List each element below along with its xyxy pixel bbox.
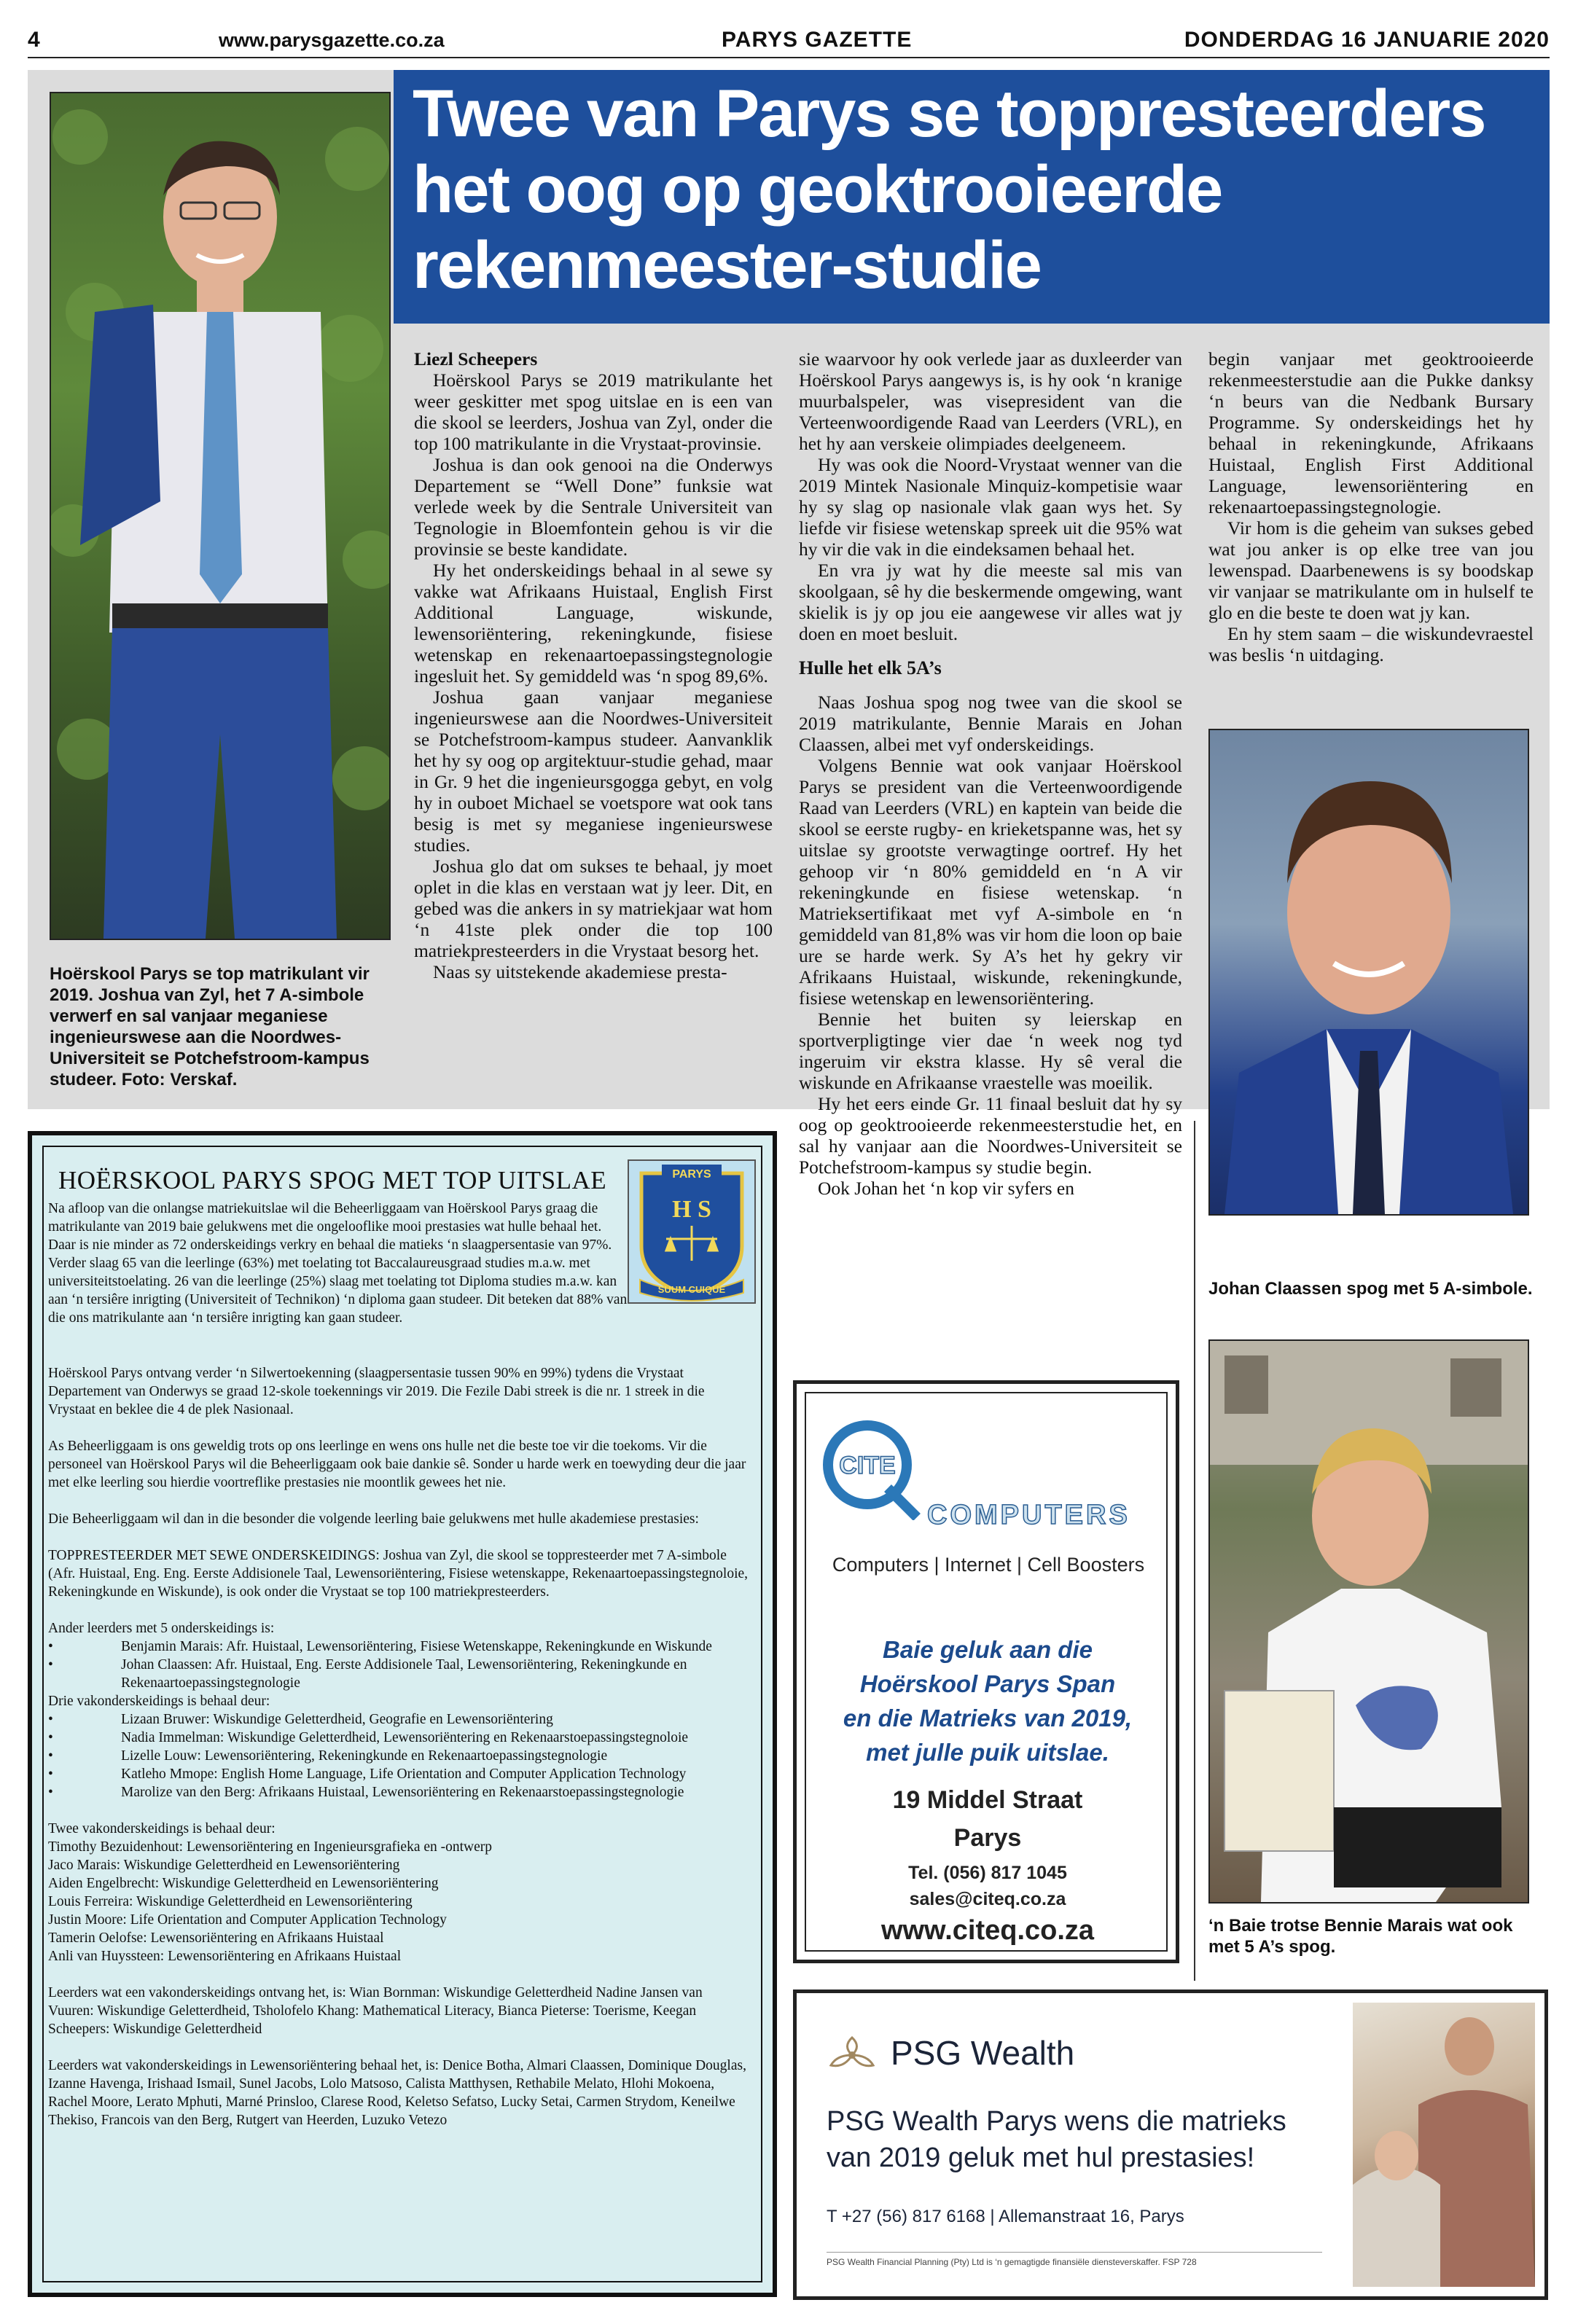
psg-message	[827, 2103, 1337, 2176]
byline: Liezl Scheepers	[414, 348, 538, 369]
citeq-logo-text: CITE	[839, 1452, 896, 1479]
paragraph: Volgens Bennie wat ook vanjaar Hoërskool Parys se president van die Verteenwoordigende Raad van Leerders (VRL) en kaptein van beide die skool se eerste rugby- en krieketspanne was, het sy uitslae sy grootste verwagtinge oortref. Hy het gehoop vir ‘n 80% gemiddeld en ‘n A vir rekeningkunde en fisiese wetenskap. ‘n Matrieksertifikaat met vyf A-simbole en ‘n gemiddeld van 81,8% was vir hom die loon op baie ure se harde werk. Sy A’s het hy gekry vir Afrikaans Huistaal, wiskunde, rekeningkunde, fisiese wetenskap en lewensoriëntering.	[799, 755, 1182, 1009]
school-paragraph-1: Na afloop van die onlangse matriekuitslae wil die Beheerliggaam van Hoërskool Parys graag die matrikulante van 2019 baie gelukwens met die ongelooflike mooi prestasies wat hulle behaal het. Daar is nie minder as 72 onderskeidings verkry en behaal die matieks ‘n slaagpersentasie van 97%. Verder slaag 65 van die leerlinge (63%) met toelating tot Baccalaureusgraad studies m.a.w. met universiteitstoelating. 26 van die leerlinge (25%) slaag met toelating tot Diploma studies m.a.w. kan aan ‘n tersiêre inrigting (Universiteit of Technikon) ‘n diploma gaan studeer. Dit beteken dat 88% van die ons matrikulante aan ‘n tersiêre inrigting kan gaan studeer.	[48, 1201, 628, 1326]
headline-line-1: Twee van Parys se toppresteerders	[413, 77, 1485, 151]
list-item: • Katleho Mmope: English Home Language, Life Orientation and Computer Application Technology	[48, 1765, 749, 1783]
citeq-town: Parys	[953, 1824, 1022, 1852]
caption-bennie: ‘n Baie trotse Bennie Marais wat ook met 5 A’s spog.	[1208, 1916, 1513, 1957]
psg-message-line: PSG Wealth Parys wens die matrieks	[827, 2106, 1286, 2137]
masthead: PARYS GAZETTE	[722, 28, 913, 52]
citeq-message-line: Baie geluk aan die	[883, 1636, 1093, 1663]
list-item: • Nadia Immelman: Wiskundige Geletterdheid, Lewensoriëntering en Rekenaarstoepassingstegnoloie	[48, 1729, 749, 1747]
citeq-services: Computers | Internet | Cell Boosters	[832, 1554, 1145, 1576]
paragraph: Vir hom is die geheim van sukses gebed wat jou anker is op elke tree van jou lewenspad. Daarbenewens is sy boodskap vir vanjaar se matrikulante om in hulself te glo en die beste te doen wat jy kan.	[1208, 517, 1534, 623]
citeq-message-line: Hoërskool Parys Span	[859, 1670, 1116, 1697]
paragraph: Ook Johan het ‘n kop vir syfers en	[818, 1178, 1074, 1199]
article-column-2	[799, 348, 1182, 1199]
subheading: Hulle het elk 5A’s	[799, 657, 942, 678]
citeq-email[interactable]: sales@citeq.co.za	[909, 1889, 1066, 1909]
citeq-q-icon	[815, 1418, 924, 1520]
psg-logo	[827, 2033, 878, 2077]
citeq-website[interactable]: www.citeq.co.za	[880, 1915, 1095, 1946]
psg-message-line: van 2019 geluk met hul prestasies!	[827, 2143, 1255, 2173]
photo-joshua	[50, 92, 391, 940]
citeq-message-line: met julle puik uitslae.	[866, 1739, 1109, 1766]
paragraph: Hy het eers einde Gr. 11 finaal besluit dat hy sy oog op geoktrooieerde rekenmeesterstudie het, en sal hy vanjaar aan die Noordwes-Universiteit se Potchefstroom-kampus sy studie begin.	[799, 1093, 1182, 1178]
paragraph: Hy was ook die Noord-Vrystaat wenner van die 2019 Mintek Nasionale Minquiz-kompetisie waar hy sy slag op nasionale vlak gaan wys het. Sy liefde vir fisiese wetenskap spreek uit die 95% wat hy vir die vak in die eindeksamen behaal het.	[799, 454, 1182, 560]
photo-bennie	[1208, 1339, 1529, 1904]
paragraph: Joshua is dan ook genooi na die Onderwys Departement se “Well Done” funksie wat verlede week by die Sentrale Universiteit van Tegnologie in Bloemfontein gehou is vir die provinsie se beste kandidate.	[414, 454, 773, 560]
school-crest	[627, 1159, 757, 1304]
list-item: • Marolize van den Berg: Afrikaans Huistaal, Lewensoriëntering en Rekenaarstoepassingstegnologie	[48, 1783, 749, 1801]
paragraph: Joshua glo dat om sukses te behaal, jy moet oplet in die klas en verstaan wat jy leer. Dit, en gebed was die ankers in sy matriekjaar wat hom ‘n 41ste plek onder die top 100 matriekpresteerders in die Vrystaat besorg het.	[414, 856, 773, 961]
list-item: Jaco Marais: Wiskundige Geletterdheid en Lewensoriëntering	[48, 1858, 400, 1873]
paragraph: Naas Joshua spog nog twee van die skool se 2019 matrikulante, Bennie Marais en Johan Claassen, albei met vyf onderskeidings.	[799, 692, 1182, 755]
one-distinction-paragraph: Leerders wat een vakonderskeidings ontvang het, is: Wian Bornman: Wiskundige Geletterdheid Nadine Jansen van Vuuren: Wiskundige Geletterdheid, Tsholofelo Khang: Mathematical Literacy, Bianca Pieterse: Toerisme, Keegan Scheepers: Wiskundige Geletterdheid	[48, 1985, 703, 2037]
list-item: • Benjamin Marais: Afr. Huistaal, Lewensoriëntering, Fisiese Wetenskappe, Rekeningkunde en Wiskunde	[48, 1638, 749, 1656]
paragraph: En vra jy wat hy die meeste sal mis van skoolgaan, sê hy die beskermende omgewing, want skielik is jy op jou eie aangewese vir alles wat jy doen en moet besluit.	[799, 560, 1182, 644]
column-divider	[1194, 1121, 1195, 1981]
list-item: Aiden Engelbrecht: Wiskundige Geletterdheid en Lewensoriëntering	[48, 1876, 439, 1891]
school-box-title: HOËRSKOOL PARYS SPOG MET TOP UITSLAE	[58, 1166, 607, 1194]
person-illustration	[1210, 730, 1528, 1214]
citeq-brand: COMPUTERS	[927, 1500, 1130, 1530]
paragraph: sie waarvoor hy ook verlede jaar as duxleerder van Hoërskool Parys aangewys is, is hy ook ‘n kranige muurbalspeler, was visepresident van die Verteenwoordigende Raad van Leerders (VRL), en het hy aan verskeie olimpiades deelgeneem.	[799, 348, 1182, 454]
list-item: • Lizelle Louw: Lewensoriëntering, Rekeningkunde en Rekenaartoepassingstegnologie	[48, 1747, 749, 1765]
paragraph: En hy stem saam – die wiskundevraestel was beslis ‘n uitdaging.	[1208, 623, 1534, 665]
psg-contact: T +27 (56) 817 6168 | Allemanstraat 16, Parys	[827, 2207, 1184, 2226]
list-item: Timothy Bezuidenhout: Lewensoriëntering en Ingenieursgrafieka en -ontwerp	[48, 1839, 493, 1855]
paragraph: begin vanjaar met geoktrooieerde rekenmeesterstudie aan die Pukke danksy ‘n beurs van die Nedbank Bursary Programme. Sy onderskeidings het hy behaal in rekeningkunde, Afrikaans Huistaal, English First Additional Language, lewensoriëntering en rekenaartoepassingstegnologie.	[1208, 348, 1534, 517]
crest-motto: SUUM CUIQUE	[657, 1284, 726, 1295]
article-column-3	[1208, 348, 1534, 665]
list-item: Tamerin Oelofse: Lewensoriëntering en Afrikaans Huistaal	[48, 1930, 384, 1946]
paragraph: Joshua gaan vanjaar meganiese ingenieurswese aan die Noordwes-Universiteit se Potchefstroom-kampus studeer. Aanvanklik het hy sy oog op argitektuur-studie gehad, maar in Gr. 9 het die ingenieursgogga gebyt, en volg hy in ouboet Michael se voetspore wat ook tans besig is met sy meganiese ingenieurswese studies.	[414, 686, 773, 856]
crest-icon	[627, 1159, 757, 1304]
lo-distinction-paragraph: Leerders wat vakonderskeidings in Lewensoriëntering behaal het, is: Denice Botha, Almari Claassen, Dominique Douglas, Izanne Havenga, Irishaad Ismail, Sunel Jacobs, Lolo Matsoso, Calista Matthysen, Rethabile Melato, Hlohi Mokoena, Rachel Moore, Lerato Mphuti, Marné Prinsloo, Clarese Rood, Keletso Sefatso, Lucky Setai, Carmen Strydom, Keneilwe Thekiso, Francois van den Berg, Rutgert van Heerden, Luzuko Vetezo	[48, 2058, 746, 2128]
person-illustration	[51, 93, 389, 939]
photo-johan	[1208, 729, 1529, 1216]
crest-letters: H S	[672, 1196, 711, 1223]
school-paragraph-3: As Beheerliggaam is ons geweldig trots op ons leerlinge en wens ons hulle net die beste toe vir die toekoms. Vir die personeel van Hoërskool Parys wil die Beheerliggaam ook baie dankie sê. Sonder u harde werk en toewyding deur die jaar met elke leerling sou hierdie voortreflike prestasies nie moontlik gewees het nie.	[48, 1439, 746, 1490]
issue-date: DONDERDAG 16 JANUARIE 2020	[1184, 28, 1550, 52]
citeq-message	[816, 1632, 1159, 1769]
citeq-logo	[815, 1418, 924, 1520]
person-illustration	[1210, 1341, 1528, 1902]
paragraph: Hoërskool Parys se 2019 matrikulante het weer geskitter met spog uitslae en is een van die skool se leerders, Joshua van Zyl, onder die top 100 matrikulante in die Vrystaat-provinsie.	[414, 369, 773, 454]
list-item: Louis Ferreira: Wiskundige Geletterdheid en Lewensoriëntering	[48, 1894, 413, 1909]
crest-top-text: PARYS	[672, 1168, 711, 1181]
psg-emblem-icon	[827, 2033, 878, 2077]
list-item: Anli van Huyssteen: Lewensoriëntering en Afrikaans Huistaal	[48, 1949, 402, 1964]
citeq-street: 19 Middel Straat	[892, 1786, 1083, 1814]
five-distinctions-heading: Ander leerders met 5 onderskeidings is:	[48, 1621, 275, 1636]
paragraph: Hy het onderskeidings behaal in al sewe sy vakke wat Afrikaans Huistaal, English First Additional Language, wiskunde, lewensoriëntering, rekeningkunde, fisiese wetenskap en rekenaartoepassingstegnologie ingesluit het. Sy gemiddeld was ‘n spog 89,6%.	[414, 560, 773, 686]
citeq-contact	[816, 1860, 1159, 1912]
people-illustration	[1353, 2003, 1535, 2287]
psg-fine-print: PSG Wealth Financial Planning (Pty) Ltd is ‘n gemagtigde finansiële diensteverskaffer. FSP 728	[827, 2252, 1322, 2267]
three-distinctions-heading: Drie vakonderskeidings is behaal deur:	[48, 1694, 270, 1709]
psg-brand: PSG Wealth	[891, 2034, 1075, 2072]
site-url[interactable]: www.parysgazette.co.za	[219, 29, 445, 51]
headline-line-3: rekenmeester-studie	[413, 228, 1041, 302]
page-number: 4	[28, 28, 40, 52]
psg-photo	[1353, 2003, 1535, 2287]
school-box-intro	[48, 1200, 631, 1327]
list-item: • Lizaan Bruwer: Wiskundige Geletterdheid, Geografie en Lewensoriëntering	[48, 1710, 749, 1729]
page-header	[28, 28, 1550, 58]
school-paragraph-5: TOPPRESTEERDER MET SEWE ONDERSKEIDINGS: Joshua van Zyl, die skool se toppresteerder met 7 A-simbole (Afr. Huistaal, Eng. Eng. Eerste Addisionele Taal, Lewensoriëntering, Fisiese wetenskappe, Rekenaartoepassingstegnoloie, Rekeningkunde en Wiskunde), is ook onder die Vrystaat se top 100 matriekpresteerders.	[48, 1548, 749, 1600]
school-box-body	[48, 1364, 749, 2129]
citeq-message-line: en die Matrieks van 2019,	[843, 1705, 1133, 1732]
article-headline	[413, 76, 1535, 303]
caption-joshua: Hoërskool Parys se top matrikulant vir 2019. Joshua van Zyl, het 7 A-simbole verwerf en sal vanjaar meganiese ingenieurswese aan die Noordwes-Universiteit se Potchefstroom-kampus studeer. Foto: Verskaf.	[50, 964, 370, 1089]
list-item: • Johan Claassen: Afr. Huistaal, Eng. Eerste Addisionele Taal, Lewensoriëntering, Rekeningkunde en Rekenaartoepassingstegnologie	[48, 1656, 749, 1692]
paragraph: Naas sy uitstekende akademiese presta-	[433, 961, 727, 982]
citeq-phone: Tel. (056) 817 1045	[908, 1863, 1067, 1883]
two-distinctions-heading: Twee vakonderskeidings is behaal deur:	[48, 1821, 276, 1836]
headline-line-2: het oog op geoktrooieerde	[413, 152, 1222, 227]
citeq-address	[816, 1781, 1159, 1857]
article-column-1	[414, 348, 773, 982]
caption-johan: Johan Claassen spog met 5 A-simbole.	[1208, 1279, 1533, 1299]
school-paragraph-2: Hoërskool Parys ontvang verder ‘n Silwertoekenning (slaagpersentasie tussen 90% en 99%) tydens die Vrystaat Departement van Onderwys se graad 12-skole toekennings vir 2019. Die Fezile Dabi streek is die nr. 1 streek in die Vrystaat en beklee die 4 de plek Nasionaal.	[48, 1366, 705, 1417]
paragraph: Bennie het buiten sy leierskap en sportverpligtinge vier dae ‘n week nog tyd ingeruim vir ekstra klasse. Hy sê veral die wiskunde en Afrikaanse vraestelle was moeilik.	[799, 1009, 1182, 1093]
list-item: Justin Moore: Life Orientation and Computer Application Technology	[48, 1912, 447, 1928]
school-paragraph-4: Die Beheerliggaam wil dan in die besonder die volgende leerling baie gelukwens met hulle akademiese prestasies:	[48, 1511, 699, 1527]
